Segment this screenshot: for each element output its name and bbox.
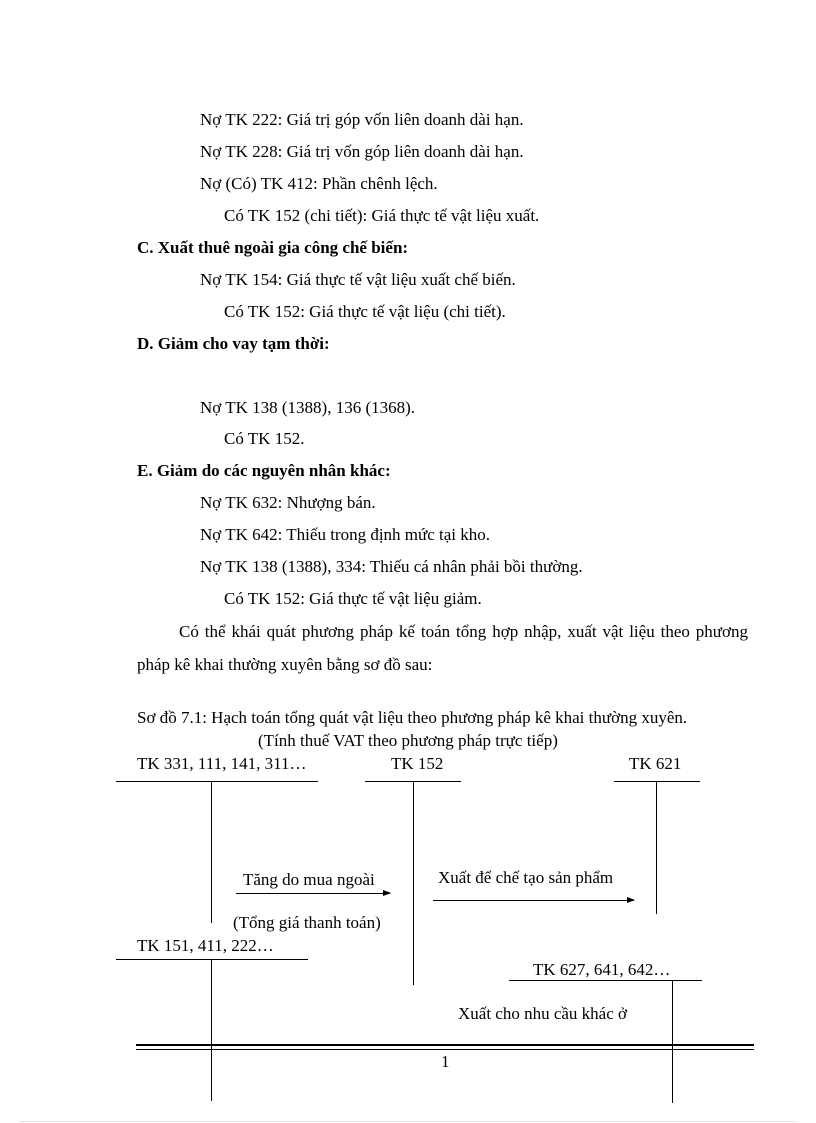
arrow-production [433, 900, 634, 901]
section-e-debit-642: Nợ TK 642: Thiếu trong định mức tại kho. [200, 525, 491, 544]
account-other-increase-label: TK 151, 411, 222… [137, 936, 274, 955]
section-d-debit: Nợ TK 138 (1388), 136 (1368). [200, 398, 416, 417]
section-e-debit-138: Nợ TK 138 (1388), 334: Thiếu cá nhân phải bồi thường. [200, 557, 583, 576]
diagram-subcaption: (Tính thuế VAT theo phương pháp trực tiếp) [258, 731, 558, 750]
t-account-expense-stem [672, 980, 673, 1103]
label-total-payment: (Tổng giá thanh toán) [233, 913, 381, 932]
t-account-621-top [614, 781, 700, 782]
entry-credit-tk152: Có TK 152 (chi tiết): Giá thực tế vật liệu xuất. [224, 206, 540, 225]
section-e-heading: E. Giảm do các nguyên nhân khác: [137, 461, 391, 480]
intro-paragraph [137, 615, 748, 681]
entry-tk412: Nợ (Có) TK 412: Phần chênh lệch. [200, 174, 438, 193]
label-other-needs: Xuất cho nhu cầu khác ở [458, 1004, 628, 1023]
page-number: 1 [441, 1052, 450, 1071]
section-c-credit: Có TK 152: Giá thực tế vật liệu (chi tiết). [224, 302, 506, 321]
t-account-621-stem [656, 781, 657, 914]
t-account-purchase-stem [211, 781, 212, 923]
t-account-expense-top [509, 980, 702, 981]
t-account-purchase-top [116, 781, 318, 782]
intro-text: Có thể khái quát phương pháp kế toán tổng hợp nhập, xuất vật liệu theo phương pháp kê khai thường xuyên bằng sơ đồ sau: [137, 622, 748, 674]
page-edge-dotted-line [20, 1121, 796, 1122]
section-d-credit: Có TK 152. [224, 429, 305, 448]
account-expense-label: TK 627, 641, 642… [533, 960, 671, 979]
t-account-152-stem [413, 781, 414, 985]
entry-tk222: Nợ TK 222: Giá trị góp vốn liên doanh dài hạn. [200, 110, 524, 129]
t-account-other-increase-top [116, 959, 308, 960]
footer-rule [136, 1044, 754, 1050]
section-e-credit: Có TK 152: Giá thực tế vật liệu giảm. [224, 589, 482, 608]
account-purchase-label: TK 331, 111, 141, 311… [137, 754, 307, 773]
label-production: Xuất để chế tạo sản phẩm [438, 868, 614, 887]
section-c-heading: C. Xuất thuê ngoài gia công chế biến: [137, 238, 409, 257]
label-purchase: Tăng do mua ngoài [243, 870, 375, 889]
account-621-label: TK 621 [629, 754, 682, 773]
section-d-heading: D. Giảm cho vay tạm thời: [137, 334, 330, 353]
entry-tk228: Nợ TK 228: Giá trị vốn góp liên doanh dài hạn. [200, 142, 524, 161]
section-e-debit-632: Nợ TK 632: Nhượng bán. [200, 493, 376, 512]
t-account-other-increase-stem [211, 959, 212, 1101]
arrow-purchase [236, 893, 390, 894]
section-c-debit: Nợ TK 154: Giá thực tế vật liệu xuất chế biến. [200, 270, 516, 289]
account-152-label: TK 152 [391, 754, 444, 773]
diagram-caption: Sơ đồ 7.1: Hạch toán tổng quát vật liệu theo phương pháp kê khai thường xuyên. [137, 708, 688, 727]
